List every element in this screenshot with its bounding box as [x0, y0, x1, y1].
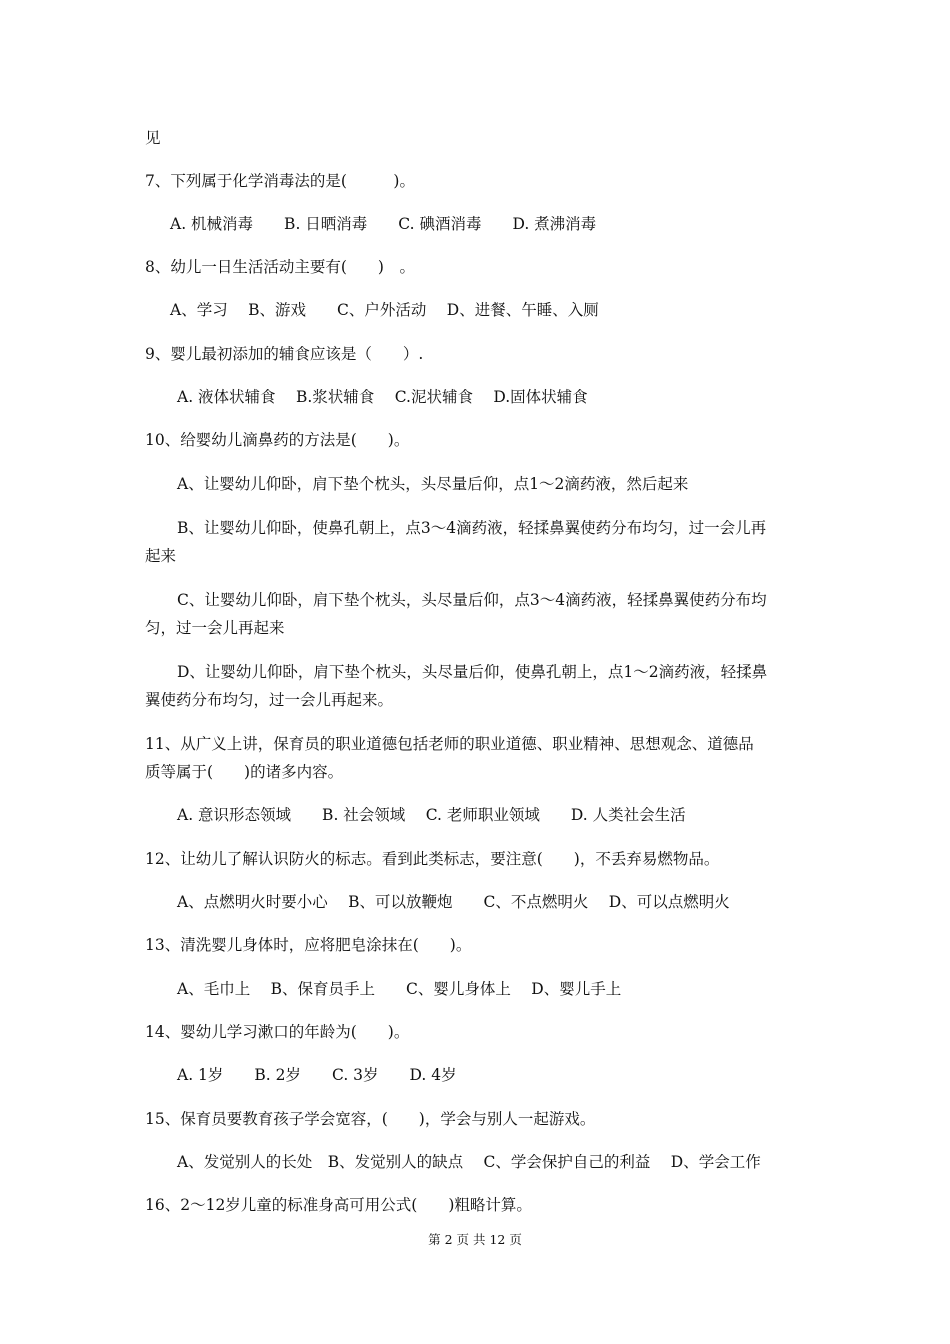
- question-14-options: A. 1岁 B. 2岁 C. 3岁 D. 4岁: [177, 1066, 457, 1084]
- question-8-stem: 8、幼儿一日生活活动主要有( ) 。: [145, 258, 415, 276]
- question-10-option-c: C、让婴幼儿仰卧，肩下垫个枕头，头尽量后仰，点3～4滴药液，轻揉鼻翼使药分布均: [177, 591, 767, 609]
- question-9-stem: 9、婴儿最初添加的辅食应该是（ ）.: [145, 345, 424, 363]
- question-13-stem: 13、清洗婴儿身体时，应将肥皂涂抹在( )。: [145, 936, 472, 954]
- question-7-stem: 7、下列属于化学消毒法的是( )。: [145, 172, 415, 190]
- question-13-options: A、毛巾上 B、保育员手上 C、婴儿身体上 D、婴儿手上: [177, 980, 622, 998]
- question-10-option-b-cont: 起来: [145, 547, 177, 565]
- question-10-stem: 10、给婴幼儿滴鼻药的方法是( )。: [145, 431, 410, 449]
- question-10-option-c-cont: 匀，过一会儿再起来: [145, 619, 285, 637]
- question-15-stem: 15、保育员要教育孩子学会宽容，( )，学会与别人一起游戏。: [145, 1110, 596, 1128]
- question-10-option-d: D、让婴幼儿仰卧，肩下垫个枕头，头尽量后仰，使鼻孔朝上，点1～2滴药液，轻揉鼻: [177, 663, 768, 681]
- question-7-options: A. 机械消毒 B. 日晒消毒 C. 碘酒消毒 D. 煮沸消毒: [170, 215, 597, 233]
- question-11-options: A. 意识形态领域 B. 社会领域 C. 老师职业领域 D. 人类社会生活: [177, 806, 686, 824]
- question-10-option-d-cont: 翼使药分布均匀，过一会儿再起来。: [145, 691, 394, 709]
- page-footer: 第 2 页 共 12 页: [428, 1232, 522, 1247]
- question-12-stem: 12、让幼儿了解认识防火的标志。看到此类标志，要注意( )，不丢弃易燃物品。: [145, 850, 720, 868]
- question-12-options: A、点燃明火时要小心 B、可以放鞭炮 C、不点燃明火 D、可以点燃明火: [177, 893, 730, 911]
- question-11-stem-cont: 质等属于( )的诸多内容。: [145, 763, 344, 781]
- question-16-stem: 16、2～12岁儿童的标准身高可用公式( )粗略计算。: [145, 1196, 532, 1214]
- question-10-option-b: B、让婴幼儿仰卧，使鼻孔朝上，点3～4滴药液，轻揉鼻翼使药分布均匀，过一会儿再: [177, 519, 767, 537]
- question-14-stem: 14、婴幼儿学习漱口的年龄为( )。: [145, 1023, 410, 1041]
- question-9-options: A. 液体状辅食 B.浆状辅食 C.泥状辅食 D.固体状辅食: [177, 388, 588, 406]
- question-15-options: A、发觉别人的长处 B、发觉别人的缺点 C、学会保护自己的利益 D、学会工作: [177, 1153, 761, 1171]
- question-8-options: A、学习 B、游戏 C、户外活动 D、进餐、午睡、入厕: [170, 301, 599, 319]
- question-11-stem: 11、从广义上讲，保育员的职业道德包括老师的职业道德、职业精神、思想观念、道德品: [145, 735, 754, 753]
- continuation-fragment: 见: [145, 129, 161, 147]
- question-10-option-a: A、让婴幼儿仰卧，肩下垫个枕头，头尽量后仰，点1～2滴药液，然后起来: [177, 475, 689, 493]
